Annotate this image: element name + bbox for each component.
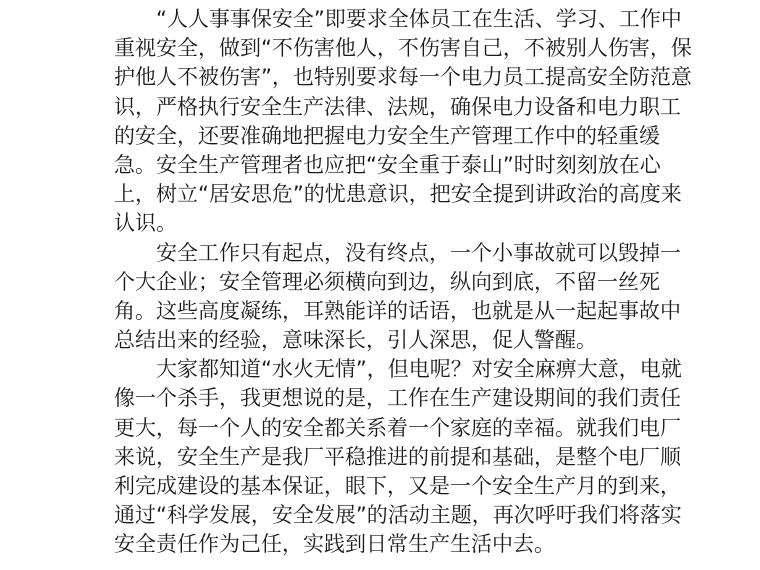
text-line: 通过“科学发展，安全发展”的活动主题，再次呼吁我们将落实	[114, 503, 682, 528]
paragraph-2	[114, 239, 681, 356]
paragraph-3	[114, 355, 682, 559]
text-line: 安全工作只有起点，没有终点，一个小事故就可以毁掉一	[156, 240, 681, 265]
paragraph-1	[114, 5, 692, 239]
text-line: 认识。	[114, 211, 177, 236]
text-line: 重视安全，做到“不伤害他人，不伤害自己，不被别人伤害，保	[114, 36, 692, 61]
document-body	[114, 5, 692, 560]
text-line: 角。这些高度凝练，耳熟能详的话语，也就是从一起起事故中	[114, 298, 681, 323]
text-line: 大家都知道“水火无情”，但电呢？对安全麻痹大意，电就	[156, 357, 682, 382]
text-line: 急。安全生产管理者也应把“安全重于泰山”时时刻刻放在心	[114, 152, 661, 177]
text-line: 上，树立“居安思危”的忧患意识，把安全提到讲政治的高度来	[114, 182, 682, 207]
text-line: 像一个杀手，我更想说的是，工作在生产建设期间的我们责任	[114, 386, 681, 411]
text-line: 安全责任作为己任，实践到日常生产生活中去。	[114, 532, 555, 557]
text-line: 的安全，还要准确地把握电力安全生产管理工作中的轻重缓	[114, 123, 660, 148]
text-line: 护他人不被伤害”，也特别要求每一个电力员工提高安全防范意	[114, 65, 692, 90]
text-line: 识，严格执行安全生产法律、法规，确保电力设备和电力职工	[114, 94, 681, 119]
text-line: “人人事事保安全”即要求全体员工在生活、学习、工作中	[156, 7, 682, 31]
text-line: 来说，安全生产是我厂平稳推进的前提和基础，是整个电厂顺	[114, 444, 681, 469]
text-line: 个大企业；安全管理必须横向到边，纵向到底，不留一丝死	[114, 269, 660, 294]
text-line: 更大，每一个人的安全都关系着一个家庭的幸福。就我们电厂	[114, 415, 681, 440]
text-line: 利完成建设的基本保证，眼下，又是一个安全生产月的到来，	[114, 474, 681, 498]
text-line: 总结出来的经验，意味深长，引人深思，促人警醒。	[114, 328, 597, 353]
